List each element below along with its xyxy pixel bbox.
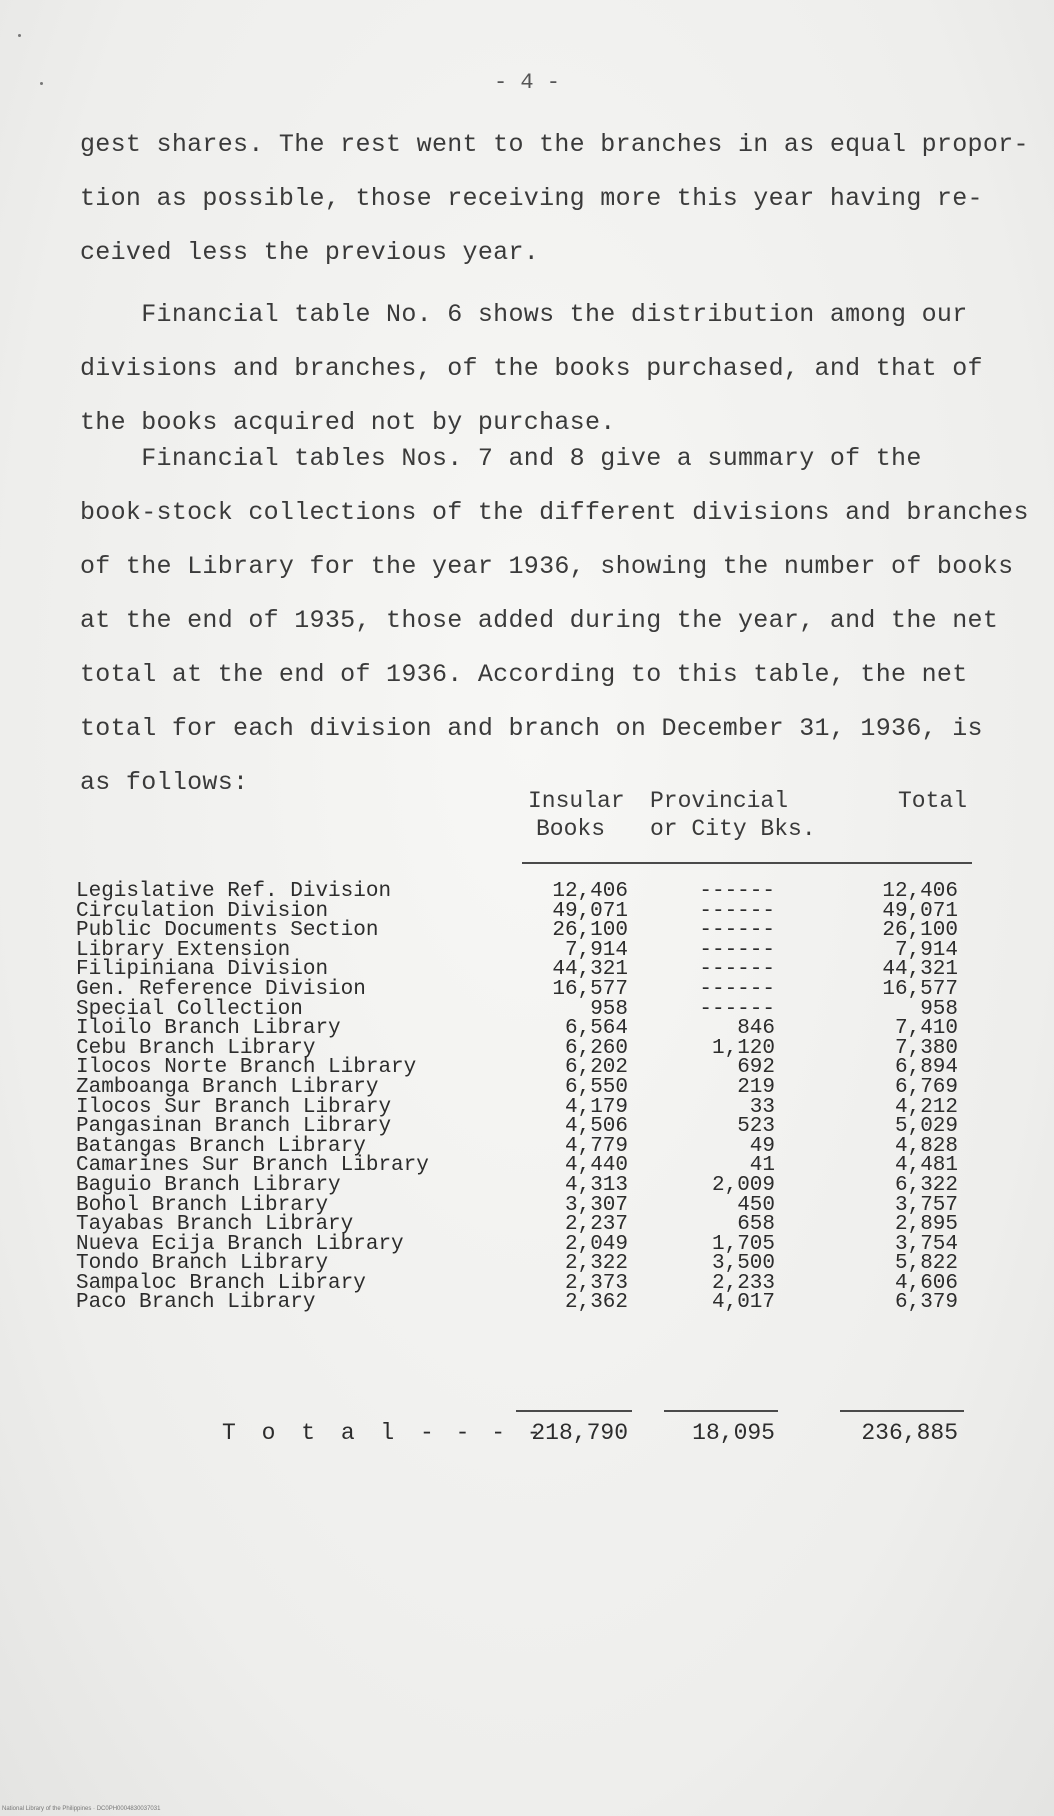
- row-insular: 4,779: [564, 1134, 628, 1158]
- row-total: 6,379: [894, 1291, 958, 1315]
- table-row: [0, 1117, 1054, 1137]
- row-total: 7,914: [894, 938, 958, 962]
- paragraph-3: [80, 432, 1029, 810]
- table-row: [0, 1075, 1054, 1099]
- paragraph-line: total at the end of 1936. According to this table, the net: [80, 660, 968, 689]
- table-row: [0, 1019, 1054, 1039]
- paragraph-2: [80, 288, 1000, 450]
- row-insular: 12,406: [552, 880, 628, 903]
- row-total: 4,606: [894, 1271, 958, 1295]
- row-insular: 2,322: [564, 1252, 628, 1276]
- paragraph-line: Financial tables Nos. 7 and 8 give a summary of the: [80, 444, 922, 473]
- row-name: Circulation Division: [76, 899, 329, 923]
- totals-dashes: - - - -: [420, 1420, 545, 1446]
- row-total: 44,321: [882, 958, 958, 982]
- row-provincial: 49: [749, 1134, 775, 1158]
- row-provincial: 41: [749, 1154, 775, 1178]
- row-provincial: ------: [699, 977, 775, 1001]
- row-provincial: ------: [699, 938, 775, 962]
- row-name: Public Documents Section: [76, 919, 379, 943]
- row-insular: 958: [590, 997, 628, 1021]
- row-total: 6,322: [894, 1173, 958, 1197]
- row-insular: 2,362: [564, 1291, 628, 1315]
- row-total: 26,100: [882, 919, 958, 943]
- row-insular: 2,237: [564, 1213, 628, 1237]
- paragraph-line: at the end of 1935, those added during the year, and the net: [80, 606, 999, 635]
- row-provincial: ------: [699, 958, 775, 982]
- row-insular: 6,564: [564, 1017, 628, 1041]
- totals-label-text: T o t a l: [222, 1420, 401, 1446]
- header-line: Provincial: [650, 788, 789, 814]
- row-insular: 6,260: [564, 1036, 628, 1060]
- row-provincial: 3,500: [711, 1252, 775, 1276]
- totals-provincial: 18,095: [692, 1420, 775, 1446]
- row-insular: 4,179: [564, 1095, 628, 1119]
- row-provincial: 658: [737, 1213, 775, 1237]
- row-insular: 2,049: [564, 1232, 628, 1256]
- paragraph-line: the books acquired not by purchase.: [80, 408, 616, 437]
- row-total: 4,828: [894, 1134, 958, 1158]
- row-provincial: 692: [737, 1056, 775, 1080]
- row-provincial: 846: [737, 1017, 775, 1041]
- paragraph-line: divisions and branches, of the books purchased, and that of: [80, 354, 983, 383]
- row-name: Ilocos Sur Branch Library: [76, 1095, 392, 1119]
- paragraph-line: book-stock collections of the different divisions and branches: [80, 498, 1029, 527]
- row-name: Legislative Ref. Division: [76, 880, 392, 903]
- row-total: 5,029: [894, 1115, 958, 1139]
- row-total: 12,406: [882, 880, 958, 903]
- row-insular: 4,440: [564, 1154, 628, 1178]
- row-insular: 6,550: [564, 1075, 628, 1099]
- row-name: Sampaloc Branch Library: [76, 1271, 366, 1295]
- row-name: Gen. Reference Division: [76, 977, 366, 1001]
- row-insular: 16,577: [552, 977, 628, 1001]
- row-name: Cebu Branch Library: [76, 1036, 316, 1060]
- header-line: Total: [898, 788, 968, 814]
- row-insular: 6,202: [564, 1056, 628, 1080]
- row-provincial: 450: [737, 1193, 775, 1217]
- column-header-insular: [528, 787, 625, 843]
- table-body: [0, 882, 1054, 1313]
- paragraph-line: as follows:: [80, 768, 249, 797]
- row-total: 49,071: [882, 899, 958, 923]
- row-total: 4,481: [894, 1154, 958, 1178]
- row-total: 958: [920, 997, 958, 1021]
- row-insular: 26,100: [552, 919, 628, 943]
- totals-grand: 236,885: [861, 1420, 958, 1446]
- row-total: 6,769: [894, 1075, 958, 1099]
- row-name: Baguio Branch Library: [76, 1173, 341, 1197]
- row-insular: 49,071: [552, 899, 628, 923]
- row-name: Tayabas Branch Library: [76, 1213, 354, 1237]
- row-name: Ilocos Norte Branch Library: [76, 1056, 417, 1080]
- header-line: Books: [536, 816, 606, 842]
- sum-rule: [516, 1410, 632, 1412]
- row-provincial: ------: [699, 919, 775, 943]
- paragraph-line: gest shares. The rest went to the branches in as equal propor-: [80, 130, 1029, 159]
- totals-row: [0, 1420, 1054, 1450]
- row-name: Library Extension: [76, 938, 291, 962]
- paragraph-line: Financial table No. 6 shows the distribution among our: [80, 300, 968, 329]
- table-row: [0, 1293, 1054, 1313]
- table-row: [0, 1215, 1054, 1235]
- archive-footer: National Library of the Philippines · DC0PH0004830037031: [2, 1806, 161, 1812]
- row-name: Special Collection: [76, 997, 303, 1021]
- paragraph-line: tion as possible, those receiving more this year having re-: [80, 184, 983, 213]
- row-name: Nueva Ecija Branch Library: [76, 1232, 404, 1256]
- totals-label: [222, 1420, 545, 1446]
- row-insular: 7,914: [564, 938, 628, 962]
- row-provincial: 2,233: [711, 1271, 775, 1295]
- row-name: Filipiniana Division: [76, 958, 329, 982]
- row-provincial: 2,009: [711, 1173, 775, 1197]
- table-row: [0, 1156, 1054, 1176]
- row-name: Iloilo Branch Library: [76, 1017, 341, 1041]
- column-header-provincial: [650, 787, 816, 843]
- header-line: Insular: [528, 788, 625, 814]
- table-row: [0, 1254, 1054, 1274]
- row-provincial: 523: [737, 1115, 775, 1139]
- paragraph-line: total for each division and branch on December 31, 1936, is: [80, 714, 983, 743]
- row-total: 6,894: [894, 1056, 958, 1080]
- row-provincial: 4,017: [711, 1291, 775, 1315]
- row-total: 7,410: [894, 1017, 958, 1041]
- sum-rule: [664, 1410, 778, 1412]
- row-total: 5,822: [894, 1252, 958, 1276]
- row-provincial: ------: [699, 997, 775, 1021]
- row-provincial: 33: [749, 1095, 775, 1119]
- row-provincial: ------: [699, 880, 775, 903]
- row-provincial: ------: [699, 899, 775, 923]
- table-row: [0, 1058, 1054, 1078]
- row-name: Pangasinan Branch Library: [76, 1115, 392, 1139]
- row-insular: 44,321: [552, 958, 628, 982]
- row-name: Tondo Branch Library: [76, 1252, 329, 1276]
- scan-speck: [18, 34, 21, 37]
- table-row: [0, 977, 1054, 1001]
- row-insular: 4,506: [564, 1115, 628, 1139]
- sum-rule: [840, 1410, 964, 1412]
- table-row: [0, 882, 1054, 902]
- row-name: Bohol Branch Library: [76, 1193, 329, 1217]
- row-total: 16,577: [882, 977, 958, 1001]
- row-insular: 3,307: [564, 1193, 628, 1217]
- row-total: 3,757: [894, 1193, 958, 1217]
- row-insular: 2,373: [564, 1271, 628, 1295]
- header-line: or City Bks.: [650, 816, 816, 842]
- row-name: Camarines Sur Branch Library: [76, 1154, 429, 1178]
- row-total: 4,212: [894, 1095, 958, 1119]
- row-name: Paco Branch Library: [76, 1291, 316, 1315]
- row-total: 7,380: [894, 1036, 958, 1060]
- row-provincial: 1,705: [711, 1232, 775, 1256]
- paragraph-1: [80, 118, 1029, 280]
- table-row: [0, 1173, 1054, 1197]
- row-provincial: 1,120: [711, 1036, 775, 1060]
- paragraph-line: ceived less the previous year.: [80, 238, 540, 267]
- totals-insular: 218,790: [531, 1420, 628, 1446]
- row-insular: 4,313: [564, 1173, 628, 1197]
- header-divider: [522, 862, 972, 864]
- column-header-total: [898, 787, 967, 815]
- row-provincial: 219: [737, 1075, 775, 1099]
- page-number: - 4 -: [493, 70, 560, 95]
- row-total: 3,754: [894, 1232, 958, 1256]
- row-name: Zamboanga Branch Library: [76, 1075, 379, 1099]
- row-name: Batangas Branch Library: [76, 1134, 366, 1158]
- paragraph-line: of the Library for the year 1936, showing the number of books: [80, 552, 1014, 581]
- table-row: [0, 921, 1054, 941]
- row-total: 2,895: [894, 1213, 958, 1237]
